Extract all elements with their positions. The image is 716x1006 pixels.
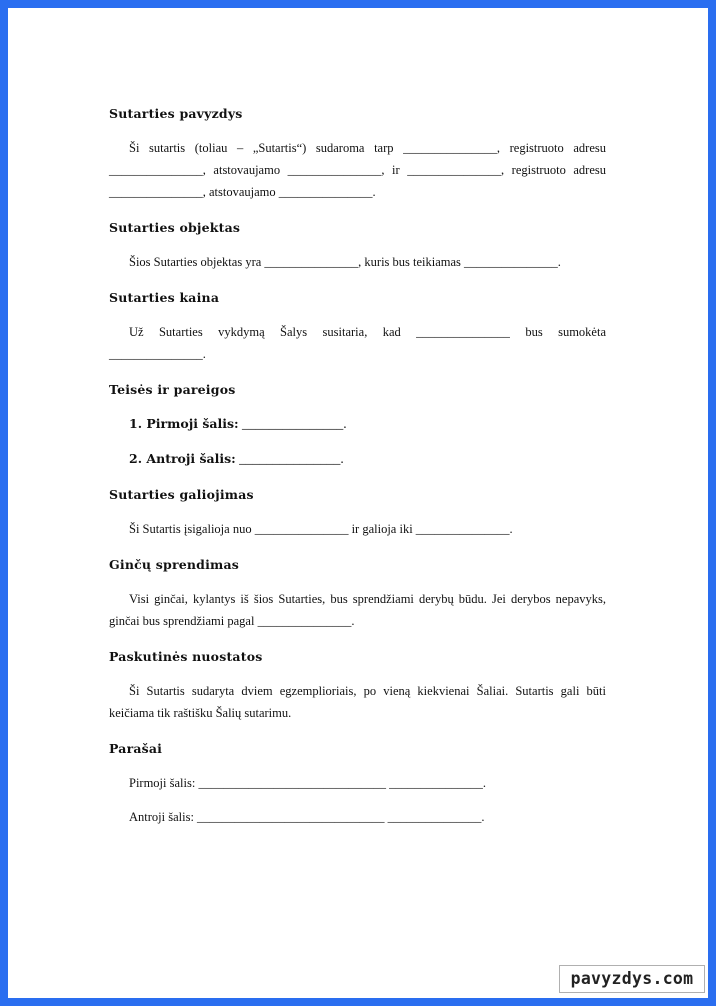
section-heading-object: Sutarties objektas (109, 220, 241, 235)
section-heading-price: Sutarties kaina (109, 290, 220, 305)
rights-item-value: _______________. (238, 416, 347, 431)
section-heading-rights: Teisės ir pareigos (109, 382, 236, 397)
intro-paragraph: Ši sutartis (toliau – „Sutartis“) sudaroma tarp _______________, registruoto adresu _______________, atstovaujamo _______________, ir _______________, registruoto adresu _______________, atstovaujamo _______________. (109, 141, 606, 199)
signature-line-first-party: Pirmoji šalis: ______________________________ _______________. (129, 776, 486, 790)
section-text-price: Už Sutarties vykdymą Šalys susitaria, kad _______________ bus sumokėta _______________. (109, 325, 606, 361)
signature-line-second-party: Antroji šalis: ______________________________ _______________. (129, 810, 485, 824)
rights-item-second-party (109, 448, 606, 470)
document-title: Sutarties pavyzdys (109, 106, 243, 121)
site-logo: pavyzdys.com (559, 965, 705, 993)
rights-item-value: _______________. (235, 451, 344, 466)
section-text-final: Ši Sutartis sudaryta dviem egzemplioriais, po vieną kiekvienai Šaliai. Sutartis gali būti keičiama tik raštišku Šalių sutarimu. (109, 684, 606, 720)
rights-item-label: 2. Antroji šalis: (129, 451, 236, 466)
section-heading-validity: Sutarties galiojimas (109, 487, 254, 502)
section-text-object: Šios Sutarties objektas yra _______________, kuris bus teikiamas _______________. (129, 255, 561, 269)
section-text-disputes: Visi ginčai, kylantys iš šios Sutarties, bus sprendžiami derybų būdu. Jei derybos nepavyks, ginčai bus sprendžiami pagal _______________. (109, 592, 606, 628)
section-heading-signatures: Parašai (109, 741, 163, 756)
section-heading-final: Paskutinės nuostatos (109, 649, 263, 664)
section-heading-disputes: Ginčų sprendimas (109, 557, 240, 572)
rights-item-first-party (109, 413, 606, 435)
section-text-validity: Ši Sutartis įsigalioja nuo _______________ ir galioja iki _______________. (129, 522, 513, 536)
document-body (109, 104, 606, 828)
rights-item-label: 1. Pirmoji šalis: (129, 416, 239, 431)
